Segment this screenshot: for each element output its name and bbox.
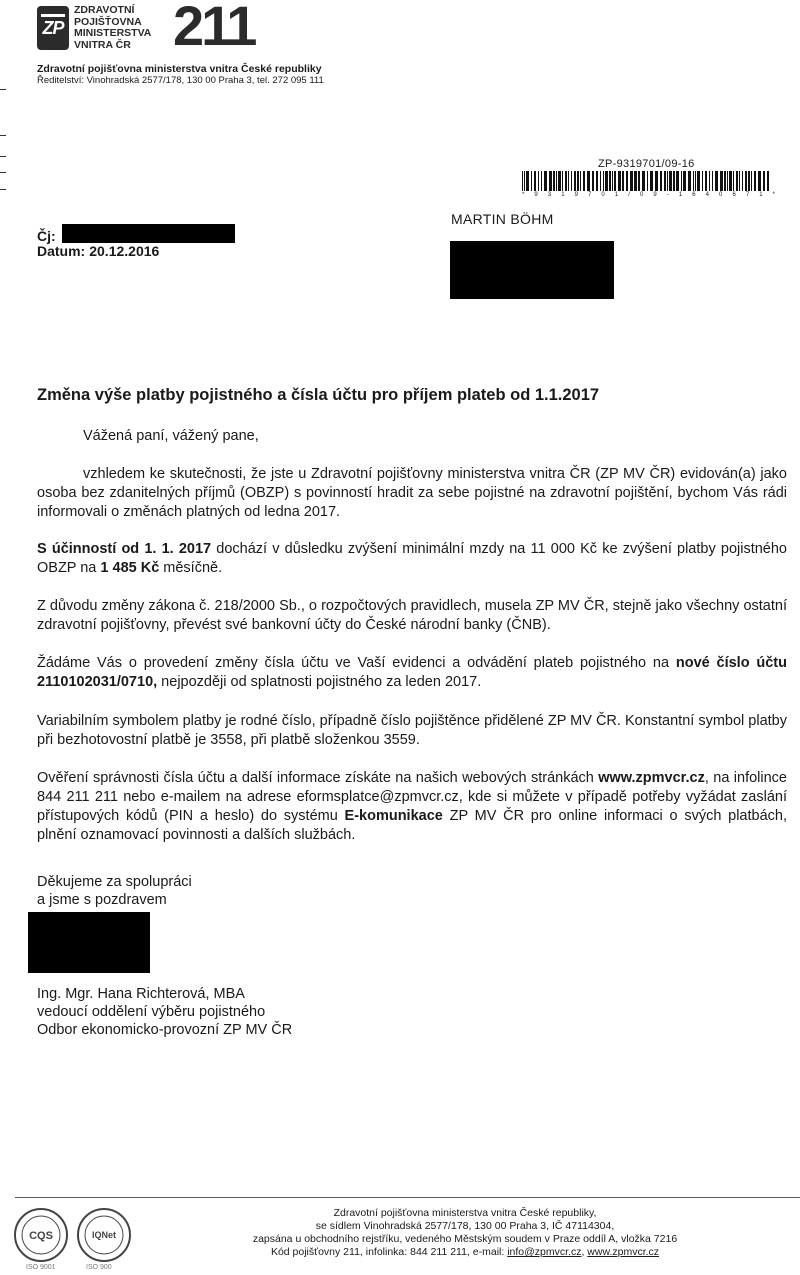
signer-role: vedoucí oddělení výběru pojistného [37,1004,266,1020]
org-address: Ředitelství: Vinohradská 2577/178, 130 00 Praha 3, tel. 272 095 111 [37,75,324,86]
paragraph-text: Žádáme Vás o provedení změny čísla účtu ve Vaší evidenci a odvádění plateb pojistného na [37,655,676,671]
barcode-bar [693,171,694,191]
signer-block [37,985,292,1039]
reference-label: Čj: [37,228,56,244]
margin-tick [0,156,6,157]
barcode-bar [638,171,640,191]
barcode-bar [622,171,624,191]
barcode-bar [642,171,645,191]
barcode-bar [553,171,555,191]
barcode-bar [720,171,723,191]
logo-bar [41,14,65,17]
barcode-bar [705,171,707,191]
barcode-bar [524,171,525,191]
barcode-bar [571,171,572,191]
barcode-bar [709,171,710,191]
barcode-bar [522,171,523,191]
barcode-bar [531,171,532,191]
barcode-bar [729,171,732,191]
footer-text: Kód pojišťovny 211, infolinka: 844 211 211, e-mail: [270,1246,508,1258]
barcode-bar [664,171,666,191]
e-komunikace-label: E-komunikace [344,808,443,824]
barcode-bar [650,171,653,191]
barcode-bar [549,171,552,191]
barcode-bar [712,171,713,191]
footer-separator: , [581,1246,588,1258]
new-account-number: nové číslo účtu 2110102031/0710, [37,655,787,690]
barcode-bar [688,171,691,191]
letter-subject: Změna výše platby pojistného a čísla účtu pro příjem plateb od 1.1.2017 [37,386,600,404]
barcode-bar [763,171,765,191]
paragraph-symbols: Variabilním symbolem platby je rodné číslo, případně číslo pojištěnce přidělené ZP MV ČR. Konstantní symbol platby při bezhotovostní platbě je 3558, při platbě složenkou 3559. [37,713,787,748]
barcode-digits: * 9 3 1 9 7 0 1 / 0 9 - 1 6 4 0 6 7 1 * [522,192,780,198]
barcode-bar [630,171,633,191]
barcode-bar [583,171,585,191]
footer-divider [15,1197,800,1198]
redacted-reference [62,224,235,243]
cert-seal-text: IQNet [91,1230,117,1240]
logo-line: POJIŠŤOVNA [74,15,142,28]
iqnet-certificate-seal [76,1207,132,1263]
barcode-bar [727,171,728,191]
barcode-bar [767,171,769,191]
barcode-bar [669,171,672,191]
logo-line: MINISTERSTVA [74,27,152,39]
barcode-bar [702,171,703,191]
logo-wordmark [74,5,174,51]
new-amount: 1 485 Kč [100,560,160,576]
barcode-bar [565,171,567,191]
barcode-bar [612,171,613,191]
barcode-bar [600,171,601,191]
barcode-bar [697,171,700,191]
website-link: www.zpmvcr.cz [598,770,705,786]
barcode-bar [544,171,547,191]
barcode-bar [715,171,718,191]
closing-line: a jsme s pozdravem [37,892,167,908]
barcode-bar [558,171,561,191]
effective-date: S účinností od 1. 1. 2017 [37,541,212,557]
iso-certificate-seal [13,1207,69,1263]
barcode-bar [580,171,581,191]
barcode-bar [618,171,621,191]
barcode-bar [577,171,579,191]
footer-line: Zdravotní pojišťovna ministerstva vnitra České republiky, [333,1207,597,1219]
margin-tick [0,189,6,190]
date-line [37,243,159,259]
paragraph-new-amount [37,540,787,578]
margin-tick [0,172,6,173]
paragraph-text: , na infolince 844 211 211 nebo e-mailem na adrese eformsplatce@zpmvcr.cz, kde si můžete v případě potřeby vyžádat zaslání přístupových kódů (PIN a heslo) do systému [37,770,787,824]
footer-email-link[interactable]: info@zpmvcr.cz [507,1246,582,1258]
barcode-bar [695,171,696,191]
footer-info [160,1207,770,1259]
barcode-bar [538,171,539,191]
barcode [522,171,770,191]
barcode-bar [526,171,529,191]
margin-tick [0,89,6,90]
redacted-address [450,241,614,299]
paragraph-text: Ověření správnosti čísla účtu a další informace získáte na našich webových stránkách [37,770,599,786]
barcode-bar [724,171,726,191]
barcode-bar [541,171,542,191]
barcode-bar [647,171,648,191]
footer-line: se sídlem Vinohradská 2577/178, 130 00 Praha 3, IČ 47114304, [315,1220,615,1232]
barcode-bar [673,171,675,191]
paragraph-text: nejpozději od splatnosti pojistného za leden 2017. [157,674,482,690]
barcode-bar [667,171,668,191]
footer-line [160,1246,770,1259]
logo-mark [37,6,69,50]
barcode-bar [681,171,682,191]
barcode-bar [754,171,756,191]
letter-closing [37,873,192,909]
barcode-bar [605,171,608,191]
paragraph-intro: vzhledem ke skutečnosti, že jste u Zdravotní pojišťovny ministerstva vnitra ČR (ZP MV ČR) evidován(a) jako osoba bez zdanitelných příjmů (OBZP) s povinností hradit za sebe pojistné na zdravotní pojištění, bychom Vás rádi informovali o změnách platných od ledna 2017. [37,466,787,520]
barcode-bar [534,171,536,191]
cert-caption: ISO 900 [86,1264,112,1271]
date-value: 20.12.2016 [89,243,160,259]
barcode-bar [751,171,752,191]
barcode-bar [739,171,740,191]
paragraph-text: měsíčně. [159,560,223,576]
barcode-bar [609,171,611,191]
redacted-signature [28,912,150,973]
barcode-bar [748,171,750,191]
barcode-bar [758,171,761,191]
barcode-bar [683,171,686,191]
barcode-bar [745,171,747,191]
barcode-bar [660,171,662,191]
barcode-bar [614,171,616,191]
barcode-bar [592,171,594,191]
recipient-name: MARTIN BÖHM [451,211,554,227]
barcode-bar [736,171,738,191]
closing-line: Děkujeme za spolupráci [37,874,192,890]
barcode-bar [634,171,637,191]
cert-caption: ISO 9001 [26,1264,56,1271]
barcode-bar [742,171,743,191]
barcode-bar [596,171,598,191]
margin-tick [0,135,6,136]
footer-line: zapsána u obchodního rejstříku, vedeného Městským soudem v Praze oddíl A, vložka 7216 [252,1233,678,1245]
footer-web-link[interactable]: www.zpmvcr.cz [587,1246,660,1258]
signer-department: Odbor ekonomicko-provozní ZP MV ČR [37,1022,293,1038]
barcode-bar [574,171,576,191]
barcode-bar [562,171,563,191]
paragraph-text: ZP MV ČR pro online informaci o svých platbách, plnění oznamovací povinnosti a dalších službách. [37,808,787,843]
barcode-bar [626,171,628,191]
document-number: ZP-9319701/09-16 [598,158,695,170]
barcode-bar [587,171,590,191]
signer-name: Ing. Mgr. Hana Richterová, MBA [37,986,245,1002]
logo-line: VNITRA ČR [74,38,131,51]
barcode-bar [556,171,557,191]
date-label: Datum: [37,243,86,259]
logo-mark-text: ZP [42,18,64,38]
paragraph-contact [37,769,787,845]
letter-greeting: Vážená paní, vážený pane, [83,428,259,444]
logo-number: 211 [173,0,255,57]
org-name: Zdravotní pojišťovna ministerstva vnitra České republiky [37,63,322,75]
barcode-bar [655,171,658,191]
paragraph-law-change: Z důvodu změny zákona č. 218/2000 Sb., o rozpočtových pravidlech, musela ZP MV ČR, stejně jako všechny ostatní zdravotní pojišťovny, převést své bankovní účty do České národní banky (ČNB). [37,598,787,633]
barcode-bar [568,171,569,191]
paragraph-text: dochází v důsledku zvýšení minimální mzdy na 11 000 Kč ke zvýšení platby pojistného OBZP na [37,541,787,576]
logo-line: ZDRAVOTNÍ [74,4,135,16]
barcode-bar [733,171,734,191]
paragraph-account-change [37,654,787,692]
cert-seal-text: CQS [29,1230,53,1242]
barcode-bar [603,171,604,191]
barcode-bar [676,171,679,191]
